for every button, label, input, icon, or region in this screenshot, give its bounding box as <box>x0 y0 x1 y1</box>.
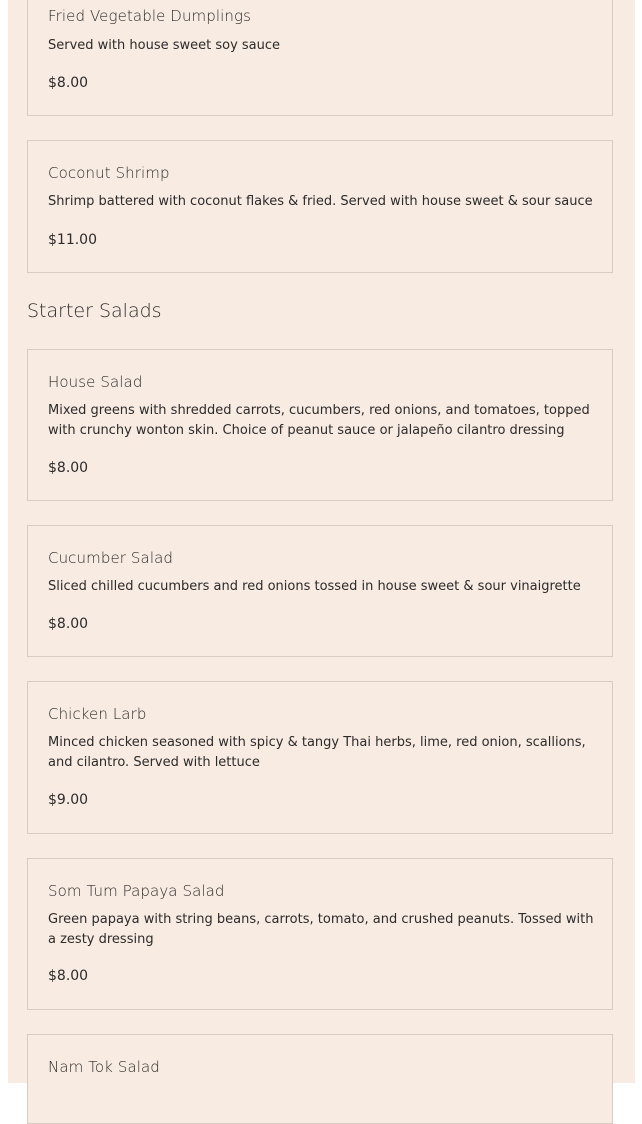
menu-item-name: Cucumber Salad <box>48 549 174 567</box>
menu-item-name: Coconut Shrimp <box>48 164 170 182</box>
menu-item-price: $11.00 <box>48 232 97 248</box>
menu-item-name: Nam Tok Salad <box>48 1058 160 1076</box>
menu-item-price: $8.00 <box>48 460 89 476</box>
section-title-starter-salads: Starter Salads <box>27 300 162 322</box>
menu-item-card <box>27 1034 613 1124</box>
menu-item-card <box>27 0 613 116</box>
menu-item-name: Chicken Larb <box>48 705 147 723</box>
menu-item-description: Green papaya with string beans, carrots, tomato, and crushed peanuts. Tossed with a zesty dressing <box>48 912 594 947</box>
menu-item-description: Minced chicken seasoned with spicy & tangy Thai herbs, lime, red onion, scallions, and cilantro. Served with lettuce <box>48 735 586 770</box>
menu-item-card <box>27 681 613 834</box>
menu-item-description: Shrimp battered with coconut flakes & fried. Served with house sweet & sour sauce <box>48 194 593 209</box>
menu-item-card <box>27 349 613 501</box>
menu-panel <box>8 0 635 1083</box>
menu-item-name: House Salad <box>48 373 143 391</box>
menu-item-price: $8.00 <box>48 968 89 984</box>
menu-item-price: $9.00 <box>48 792 89 808</box>
menu-item-price: $8.00 <box>48 75 89 91</box>
menu-item-name: Fried Vegetable Dumplings <box>48 7 252 25</box>
menu-item-card <box>27 140 613 273</box>
menu-item-name: Som Tum Papaya Salad <box>48 882 225 900</box>
menu-item-description: Sliced chilled cucumbers and red onions tossed in house sweet & sour vinaigrette <box>48 579 581 594</box>
menu-item-description: Served with house sweet soy sauce <box>48 38 281 53</box>
menu-item-card <box>27 858 613 1010</box>
menu-item-description: Mixed greens with shredded carrots, cucumbers, red onions, and tomatoes, topped with crunchy wonton skin. Choice of peanut sauce or jalapeño cilantro dressing <box>48 403 590 438</box>
menu-item-price: $8.00 <box>48 616 89 632</box>
menu-item-card <box>27 525 613 657</box>
